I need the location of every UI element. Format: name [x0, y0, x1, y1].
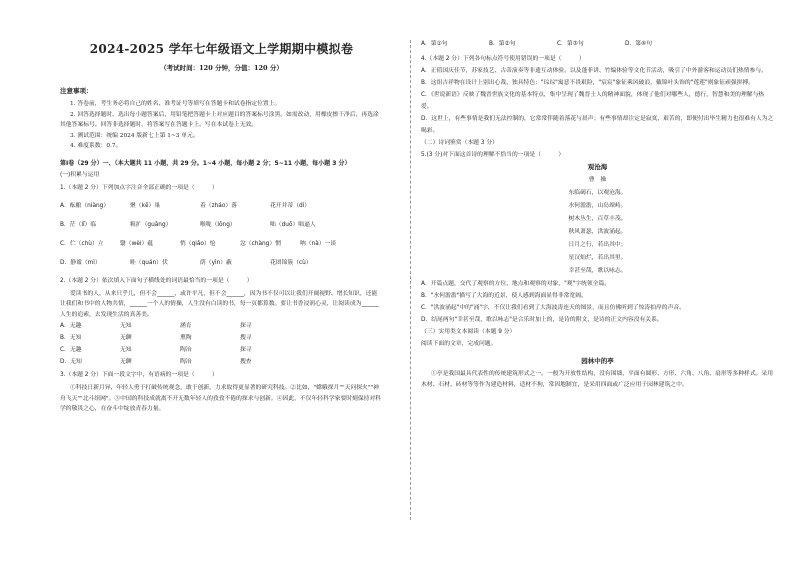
q2-a-2: 无知: [120, 323, 132, 329]
q1-b-4: 咄（duō）咄逼人: [270, 221, 316, 228]
q1-c-4: 忿（chàng）惘: [240, 240, 281, 247]
q2-a-3: 涵育: [180, 323, 192, 329]
note-1: 1. 答卷前，考生务必将自己的姓名、准考证号等填写在答题卡和试卷指定位置上。: [70, 101, 281, 107]
q5-option-c[interactable]: C．"洪波涌起"中的"涌"字，不仅让我们看到了大海波涛连天的图景，而且仿佛听到了惊涛拍岸的声音。: [421, 305, 685, 311]
q4-option-b[interactable]: B．这组吉祥物在设计上别出心裁、独具特色："琮琮"寓意不畏艰险，"宸宸"象征乘风破浪，戴锦叶头饰的"莲莲"则象征顽强拼搏。: [421, 80, 755, 86]
q1-d-2: 畦（quán）伏: [130, 259, 168, 266]
q1-b-1: B．茫（lǐ）临: [60, 221, 97, 228]
q3-passage: ①科技日新月异，年轻人勇于打破传统观念，敢于创新，力求取得更显著的研究科技。②比如，"嫦娥探月""天问探火""神舟飞天""北斗组网"。③中国的科技成就离不开无数年轻人的孜孜不倦的探求与创新。④因此，不仅年轻科学家要时刻保持对科学的敬畏之心，在奋斗中绽放青春力量。: [60, 385, 382, 412]
question-1: 1.（本题 2 分）下列加点字注音全部正确的一项是（ ）: [60, 184, 218, 191]
q2-d-2: 无聊: [120, 359, 132, 365]
article-title: 园林中的亭: [581, 357, 614, 365]
q1-a-4: 花开并蒂（dì）: [270, 202, 311, 209]
q1-c-1: C．伫（chù）立: [60, 240, 104, 247]
q3-option-a[interactable]: A．第①句: [421, 41, 448, 47]
reading-intro: 阅读下面的文章，完成问题。: [421, 341, 497, 347]
article-paragraph-1: ①亭是我国最具代表性的传统建筑形式之一。一般为开放性结构，没有围墙，平面有圆形、方形、六角、八角、扇形等多种样式。采用木材、石材、砖材等等作为建造材料，适材不拘，常因地制宜，是采用四面或广泛应用于园林建筑之中。: [421, 371, 774, 388]
poem-line: 秋风萧瑟，洪波涌起。: [568, 229, 627, 235]
q5-option-b[interactable]: B．"水何澹澹"描写了大海的近景，使人感到海面显得非常宽阔。: [421, 293, 587, 299]
q1-option-d[interactable]: [60, 257, 383, 270]
q2-option-b[interactable]: [60, 332, 383, 344]
q1-b-3: 喉咙（lǒng）: [200, 221, 236, 228]
note-2: 2. 回答选择题时，选出每小题答案后，用铅笔把答题卡上对应题目的答案标号涂黑。如需改动，用橡皮擦干净后，再选涂其他答案标号。回答非选择题时，将答案写在答题卡上。写在本试卷上无效。: [60, 111, 379, 128]
q2-b-3: 熏陶: [180, 335, 192, 341]
question-2: 2.（本题 2 分）依次填入下面句子横线处的词语最恰当的一项是（ ）: [60, 277, 253, 284]
subsection-poetry: （二）诗词鉴赏（本题 3 分）: [421, 140, 498, 146]
q1-c-5: 呐（nà）一谈: [300, 240, 337, 247]
question-3: 3.（本题 2 分）下面一段文字中，有语病的一项是（ ）: [60, 372, 218, 378]
q2-d-1: D．无知: [60, 359, 82, 365]
poem-line: 幸甚至哉，歌以咏志。: [568, 268, 627, 274]
section-1-heading: 第Ⅰ卷（29 分）一、（本大题共 11 小题，共 29 分。1~4 小题，每小题 2 分；5~11 小题，每小题 3 分）: [60, 159, 351, 167]
q2-c-4: 探寻: [240, 347, 252, 353]
poem-line: 树木丛生，百草丰茂。: [568, 216, 627, 222]
subsection-reading: （三）实用类文本阅读（本题 9 分）: [421, 329, 516, 335]
note-3: 3. 测试范围：统编 2024 版新七上第 1~3 单元。: [70, 132, 199, 139]
q1-a-3: 着（zháo）落: [200, 202, 238, 209]
q2-option-c[interactable]: [60, 344, 383, 356]
q2-c-1: C．无趣: [60, 347, 82, 353]
q1-d-3: 荫（yìn）蔽: [200, 259, 232, 266]
question-4: 4.（本题 2 分）下列各句标点符号使用错误的一项是（ ）: [421, 56, 585, 62]
note-4: 4. 难度系数：0.7。: [70, 143, 122, 149]
q4-option-d[interactable]: D．这世上，有些事情是我们无法控制的，它常常伴随着落花与晨声；有些事情却注定是寂寞、艰苦的，即便付出毕生精力也很难有人为之喝彩。: [421, 116, 774, 134]
q1-c-2: 翳（wèi）蕴: [120, 240, 154, 247]
q3-option-b[interactable]: B．第②句: [489, 41, 516, 47]
q2-option-d[interactable]: [60, 356, 383, 368]
q2-c-3: 陶冶: [180, 347, 192, 353]
q2-b-2: 无聊: [120, 335, 132, 341]
q1-option-a[interactable]: [60, 200, 383, 213]
q3-option-c[interactable]: C．第③句: [557, 41, 584, 47]
notes-heading: 注意事项：: [60, 87, 93, 95]
exam-subtitle: （考试时间：120 分钟，分值：120 分）: [160, 64, 283, 72]
q1-a-2: 聚（kē）巢: [130, 202, 161, 209]
q5-option-d[interactable]: D．结尾两句"幸甚至哉，歌以咏志"是合乐时加上的，是诗的附文，是诗的正文内容没有关系。: [421, 317, 663, 323]
question-5: 5.(3 分)对下面这首诗的理解不恰当的一项是（ ）: [421, 152, 565, 158]
q2-d-4: 搜查: [240, 359, 252, 365]
q5-option-a[interactable]: A．开篇点题，交代了观察的方位、地点和观察的对象，"观"字统领全篇。: [421, 281, 611, 287]
poem-line: 水何澹澹，山岛竦峙。: [568, 203, 627, 209]
q1-c-3: 悄（qiǎo）怆: [180, 240, 216, 247]
q2-passage: 爱读书的人，从来只乎几，但不会______，或许平凡，但不会______，因为书不仅可以让我们开阔视野、增长知识，还能让我们和书中的人物共情，______一个人的情操，人生没有白读的书，每一页都算数。要让书香浸润心灵，让阅读成为______人生的追索，去发现生活的真善美。: [60, 290, 379, 318]
q2-a-1: A．无趣: [60, 323, 82, 329]
q1-b-2: 粗扩（guǎng）: [130, 221, 172, 228]
right-page: [397, 0, 794, 562]
poem: [421, 161, 774, 278]
poem-title: 观沧海: [587, 163, 608, 171]
q2-option-a[interactable]: [60, 320, 383, 332]
q2-d-3: 陶冶: [180, 359, 192, 365]
q4-option-c[interactable]: C．《世说新语》反映了魏晋世族文化的基本特点，集中呈现了魏晋士人的精神面貌，体现了他们对哪些人，德行，智慧和美的理解与热爱。: [421, 92, 765, 110]
q3-option-d[interactable]: D．第④句: [625, 41, 653, 47]
q1-option-b[interactable]: [60, 219, 383, 232]
q1-d-1: D．静谧（mì）: [60, 259, 101, 266]
q3-options: [421, 38, 774, 47]
q1-a-1: A．酝酿（niàng）: [60, 202, 110, 209]
poem-author: 曹 操: [588, 177, 607, 183]
q1-d-4: 花团锦簇（cù）: [270, 259, 312, 266]
poem-line: 东临碣石，以观沧海。: [568, 190, 627, 196]
q1-option-c[interactable]: [60, 238, 383, 251]
q2-b-4: 搜寻: [240, 335, 252, 341]
poem-line: 星汉灿烂，若出其里。: [568, 255, 627, 261]
exam-title: 2024-2025 学年七年级语文上学期期中模拟卷: [89, 42, 354, 56]
q2-b-1: B．无知: [60, 335, 82, 341]
q2-a-4: 探寻: [240, 323, 252, 329]
q4-option-a[interactable]: A．正值国庆佳节，苏家技艺、古蒂演奏等非遗互动体验，以及蓬菲讲、竹编体验等文化节活动，吸引了中外游客和运动员们热情参与。: [421, 68, 767, 74]
q2-c-2: 无知: [120, 347, 132, 353]
subsection-heading: (一)积累与运用: [60, 171, 100, 178]
poem-line: 日月之行，若出其中；: [568, 242, 627, 248]
